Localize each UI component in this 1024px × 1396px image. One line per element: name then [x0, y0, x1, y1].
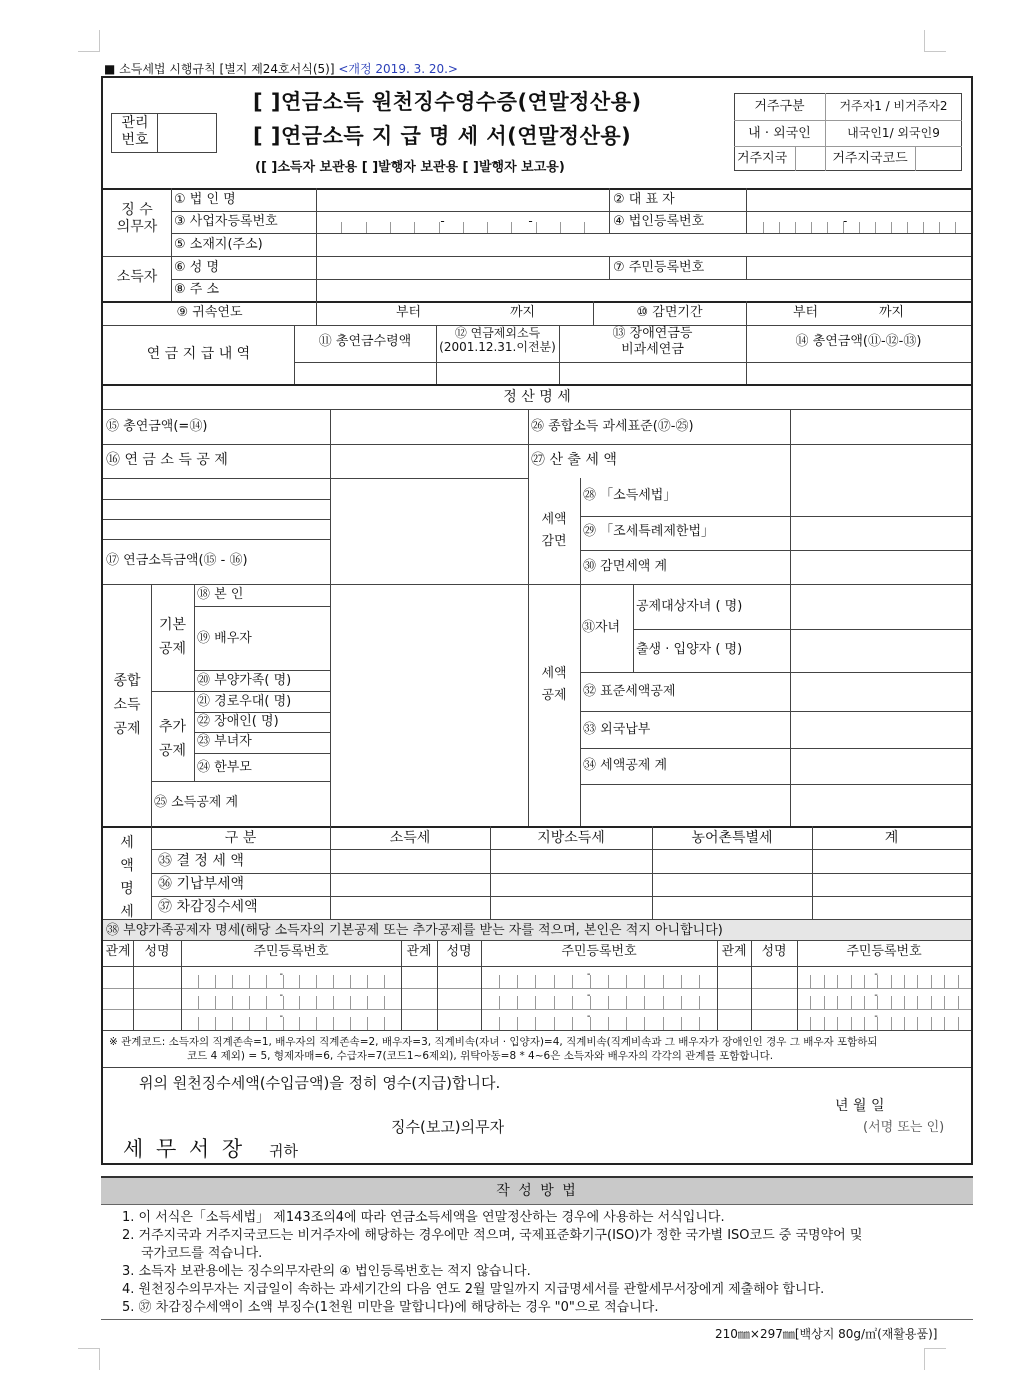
rrn-header: 주민등록번호	[253, 944, 329, 959]
attribution-to: 까지	[510, 305, 536, 320]
settlement-title: 정 산 명 세	[503, 389, 571, 405]
crn-cell-divider	[875, 222, 876, 233]
instruction-4: 4. 원천징수의무자는 지급일이 속하는 과세기간의 다음 연도 2월 말일까지 지급명세서를 관할세무서장에게 제출해야 합니다.	[122, 1282, 825, 1297]
corner-mark-br	[924, 1348, 946, 1370]
corp-name-field[interactable]	[317, 189, 608, 210]
residence-type-value[interactable]: 거주자1 / 비거주자2	[839, 99, 948, 113]
dependents-count-label: ⑳ 부양가족( 명)	[197, 673, 292, 688]
instruction-3: 3. 소득자 보관용에는 징수의무자란의 ④ 법인등록번호는 적지 않습니다.	[122, 1264, 531, 1279]
withholding-agent-label: 징수(보고)의무자	[391, 1118, 505, 1136]
tax-reduction-group-label: 세액 감면	[541, 512, 567, 549]
children-credit-label: ㉛자녀	[582, 620, 621, 635]
reduction-to: 까지	[879, 305, 905, 320]
residence-country-code-label: 거주지국코드	[832, 151, 908, 166]
elderly-count-label: ㉑ 경로우대( 명)	[197, 694, 292, 709]
dependent-entry-row[interactable]	[103, 967, 401, 987]
special-tax-act-label: ㉙ 「조세특례제한법」	[583, 524, 715, 539]
attribution-from: 부터	[396, 305, 422, 320]
mgmt-number-field[interactable]	[159, 115, 215, 151]
corp-name-label: ① 법 인 명	[174, 192, 236, 207]
dependent-entry-row[interactable]	[401, 1009, 717, 1029]
crn-cell-divider	[795, 222, 796, 233]
rrn-header: 주민등록번호	[846, 944, 922, 959]
withholding-receipt-form	[101, 76, 973, 1165]
dependent-entry-row[interactable]	[717, 988, 971, 1008]
dependents-title: ㊳ 부양가족공제자 명세(해당 소득자의 기본공제 또는 추가공제를 받는 자를 적으며, 본인은 적지 아니합니다)	[106, 923, 723, 938]
additional-deduction-label: 추가 공제	[158, 719, 187, 759]
birth-adoption-label: 출생 · 입양자 ( 명)	[636, 642, 743, 657]
total-header: 계	[884, 830, 899, 846]
nationality-value[interactable]: 내국인1/ 외국인9	[847, 126, 940, 140]
dependent-entry-row[interactable]	[401, 967, 717, 987]
brn-cell-divider	[463, 222, 464, 233]
form-ref-text: ■ 소득세법 시행규칙 [별지 제24호서식(5)]	[104, 62, 335, 76]
crn-cell-divider	[907, 222, 908, 233]
self-label: ⑱ 본 인	[197, 587, 244, 602]
rrn-dash: -	[279, 990, 284, 1001]
representative-field[interactable]	[747, 189, 971, 210]
earner-name-field[interactable]	[317, 257, 608, 278]
relation-code-note-1: ※ 관계코드: 소득자의 직계존속=1, 배우자의 직계존속=2, 배우자=3, 직계비속(자녀 · 입양자)=4, 직계비속(직계비속과 그 배우자가 장애인인 경우 그 배우자 포함하되	[109, 1036, 878, 1048]
total-pension-received-label: ⑪ 총연금수령액	[318, 334, 412, 349]
brn-cell-divider	[511, 222, 512, 233]
brn-cell-divider	[560, 222, 561, 233]
rrn-dash: -	[874, 969, 878, 980]
spouse-label: ⑲ 배우자	[197, 631, 252, 646]
dependent-entry-row[interactable]	[717, 1009, 971, 1029]
rural-tax-header: 농어촌특별세	[691, 830, 773, 846]
receipt-statement: 위의 원천징수세액(수입금액)을 정히 영수(지급)합니다.	[139, 1074, 501, 1092]
brn-cell-divider	[536, 222, 537, 233]
local-tax-header: 지방소득세	[537, 830, 605, 846]
instructions-title-bar	[101, 1176, 973, 1205]
crn-cell-divider	[811, 222, 812, 233]
brn-cell-divider	[584, 222, 585, 233]
copy-type-selector[interactable]: ([ ]소득자 보관용 [ ]발행자 보관용 [ ]발행자 보고용)	[255, 160, 565, 175]
dependent-entry-row[interactable]	[717, 967, 971, 987]
residence-type-label: 거주구분	[754, 99, 805, 114]
brn-cell-divider	[390, 222, 391, 233]
reduction-total-label: ㉚ 감면세액 계	[583, 559, 668, 574]
business-reg-no-label: ③ 사업자등록번호	[174, 214, 278, 229]
total-pension-eq-label: ⑮ 총연금액(=⑭)	[106, 419, 208, 434]
relation-header: 관계	[105, 944, 131, 959]
attribution-year-label: ⑨ 귀속연도	[176, 305, 243, 320]
income-tax-header: 소득세	[389, 830, 431, 846]
woman-householder-label: ㉓ 부녀자	[197, 734, 252, 749]
name-header: 성명	[761, 944, 787, 959]
earner-rrn-label: ⑦ 주민등록번호	[613, 260, 705, 275]
crn-cell-divider	[955, 222, 956, 233]
crn-cell-divider	[891, 222, 892, 233]
crn-cell-divider	[827, 222, 828, 233]
standard-credit-label: ㉜ 표준세액공제	[583, 684, 676, 699]
disabled-count-label: ㉒ 장애인( 명)	[197, 714, 279, 729]
pension-payment-label: 연 금 지 급 내 역	[146, 346, 251, 362]
comprehensive-deduction-label: 종합 소득 공제	[113, 673, 141, 737]
brn-cell-divider	[366, 222, 367, 233]
instruction-1: 1. 이 서식은「소득세법」 제143조의4에 따라 연금소득세액을 연말정산하는 경우에 사용하는 서식입니다.	[122, 1210, 725, 1225]
rrn-dash: -	[586, 1011, 591, 1022]
total-pension-amount-label: ⑭ 총연금액(⑪-⑫-⑬)	[795, 334, 922, 349]
tax-office-head: 세 무 서 장	[123, 1137, 246, 1161]
net-collected-tax-label: ㊲ 차감징수세액	[158, 899, 258, 915]
residence-country-label: 거주지국	[737, 151, 788, 166]
corp-reg-no-field[interactable]	[747, 212, 971, 233]
single-parent-label: ㉔ 한부모	[197, 760, 252, 775]
computed-tax-label: ㉗ 산 출 세 액	[531, 452, 617, 468]
mgmt-label: 관리 번호	[121, 115, 149, 148]
pension-deduction-label: ⑯ 연 금 소 득 공 제	[106, 452, 228, 468]
rrn-dash: -	[279, 1011, 284, 1022]
name-header: 성명	[144, 944, 170, 959]
determined-tax-label: ㉟ 결 정 세 액	[158, 853, 244, 869]
dependent-entry-row[interactable]	[401, 988, 717, 1008]
paper-spec: 210㎜×297㎜[백상지 80g/㎡(재활용품)]	[715, 1327, 938, 1341]
rrn-dash: -	[874, 1011, 878, 1022]
earner-address-label: ⑧ 주 소	[174, 282, 220, 297]
address-label: ⑤ 소재지(주소)	[174, 237, 263, 252]
earner-name-label: ⑥ 성 명	[174, 260, 220, 275]
earner-address-field[interactable]	[317, 280, 971, 300]
reduction-period-label: ⑩ 감면기간	[636, 305, 703, 320]
revision-date: <개정 2019. 3. 20.>	[338, 62, 458, 76]
instruction-5: 5. ㊲ 차감징수세액이 소액 부징수(1천원 미만을 말합니다)에 해당하는 경우 "0"으로 적습니다.	[122, 1300, 659, 1315]
instruction-2b: 국가코드를 적습니다.	[141, 1246, 263, 1261]
corner-mark-bl	[78, 1348, 100, 1370]
rrn-dash: -	[279, 969, 284, 980]
brn-dash: -	[440, 214, 445, 228]
rrn-dash: -	[586, 990, 591, 1001]
crn-cell-divider	[859, 222, 860, 233]
signature-label[interactable]: (서명 또는 인)	[863, 1120, 945, 1135]
crn-cell-divider	[763, 222, 764, 233]
earner-section-label: 소득자	[116, 269, 158, 285]
deduction-total-label: ㉕ 소득공제 계	[154, 795, 239, 810]
tax-detail-side-label: 세 액 명 세	[120, 835, 134, 921]
brn-cell-divider	[487, 222, 488, 233]
income-tax-act-label: ㉘ 「소득세법」	[583, 488, 677, 503]
business-reg-no-field[interactable]	[317, 212, 609, 233]
dependent-entry-row[interactable]	[103, 988, 401, 1008]
crn-dash: -	[843, 214, 848, 228]
form-title-receipt: [ ]연금소득 원천징수영수증(연말정산용)	[253, 90, 642, 114]
representative-label: ② 대 표 자	[613, 192, 675, 207]
relation-header: 관계	[721, 944, 747, 959]
corner-mark-tl	[78, 30, 100, 52]
instruction-2a: 2. 거주지국과 거주지국코드는 비거주자에 해당하는 경우에만 적으며, 국제표준화기구(ISO)가 정한 국가별 ISO코드 중 국명약어 및	[122, 1228, 863, 1243]
form-title-statement: [ ]연금소득 지 급 명 세 서(연말정산용)	[253, 124, 632, 148]
honorific: 귀하	[269, 1142, 298, 1160]
tax-base-label: ㉖ 종합소득 과세표준(⑰-㉕)	[531, 419, 694, 434]
eligible-children-label: 공제대상자녀 ( 명)	[636, 599, 743, 614]
crn-cell-divider	[923, 222, 924, 233]
brn-cell-divider	[414, 222, 415, 233]
reduction-from: 부터	[793, 305, 819, 320]
brn-cell-divider	[341, 222, 342, 233]
dependent-entry-row[interactable]	[103, 1009, 401, 1029]
corner-mark-tr	[924, 30, 946, 52]
nationality-label: 내 · 외국인	[748, 126, 811, 141]
crn-cell-divider	[939, 222, 940, 233]
form-reference	[104, 60, 458, 77]
nontaxable-pension-label: ⑬ 장애연금등 비과세연금	[612, 326, 693, 357]
crn-cell-divider	[779, 222, 780, 233]
brn-dash: -	[528, 214, 533, 228]
tax-credit-group-label: 세액 공제	[541, 666, 567, 703]
relation-header: 관계	[406, 944, 432, 959]
instructions-title: 작 성 방 법	[496, 1183, 578, 1199]
corp-reg-no-label: ④ 법인등록번호	[613, 214, 705, 229]
name-header: 성명	[446, 944, 472, 959]
credit-total-label: ㉞ 세액공제 계	[583, 758, 668, 773]
foreign-tax-credit-label: ㉝ 외국납부	[583, 722, 651, 737]
pension-income-amount-label: ⑰ 연금소득금액(⑮ - ⑯)	[106, 553, 248, 568]
address-field[interactable]	[317, 234, 971, 255]
prepaid-tax-label: ㊱ 기납부세액	[158, 876, 245, 892]
relation-code-note-2: 코드 4 제외) = 5, 형제자매=6, 수급자=7(코드1~6제외), 위탁아동=8 * 4~6은 소득자와 배우자의 각각의 관계를 포함합니다.	[187, 1050, 774, 1062]
rrn-dash: -	[874, 990, 878, 1001]
rrn-header: 주민등록번호	[561, 944, 637, 959]
payer-section-label: 징 수 의무자	[116, 202, 158, 235]
rrn-dash: -	[586, 969, 591, 980]
date-line[interactable]: 년 월 일	[835, 1098, 885, 1114]
earner-rrn-field[interactable]	[747, 257, 971, 278]
excluded-income-label: ⑫ 연금제외소득 (2001.12.31.이전분)	[439, 326, 556, 355]
basic-deduction-label: 기본 공제	[158, 617, 187, 657]
tax-category-header: 구 분	[224, 830, 257, 846]
